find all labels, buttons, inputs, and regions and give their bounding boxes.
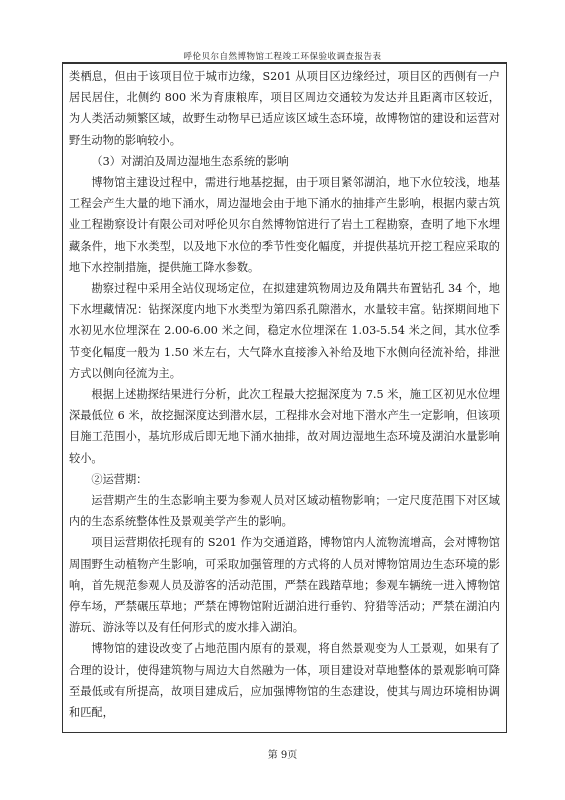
paragraph-traffic-management: 项目运营期依托现有的 S201 作为交通道路，博物馆内人流物流增高，会对博物馆周围野生动植物产生影响，可采取加强管理的方式将的人员对博物馆周边生态环境的影响，首先规范参观人员及游客的活动范围，严禁在践踏草地；参观车辆统一进入博物馆停车场，严禁碾压草地；严禁在博物馆附近湖泊进行垂钓、狩猎等活动；严禁在湖泊内游玩、游泳等以及有任何形式的废水排入湖泊。 [69,536,500,635]
body-text [69,66,500,723]
paragraph-landscape: 博物馆的建设改变了占地范围内原有的景观，将自然景观变为人工景观，如果有了合理的设计，使得建筑物与周边大自然融为一体，项目建设对草地整体的景观影响可降至最低或有所提高，故项目建成后，应加强博物馆的生态建设，使其与周边环境相协调和匹配， [69,642,500,720]
page-header: 呼伦贝尔自然博物馆工程竣工环保验收调查报告表 [183,52,382,62]
subheading-operation-period: ②运营期： [91,472,148,486]
paragraph-excavation: 博物馆主建设过程中，需进行地基挖掘，由于项目紧邻湖泊，地下水位较浅，地基工程会产生大量的地下涌水，周边湿地会由于地下涌水的抽排产生影响，根据内蒙古筑业工程勘察设计有限公司对呼伦贝尔自然博物馆进行了岩土工程勘察，查明了地下水埋藏条件，地下水类型，以及地下水位的季节性变化幅度，并提供基坑开挖工程应采取的地下水控制措施，提供施工降水参数。 [69,176,500,274]
page-number: 第 9页 [267,750,298,761]
paragraph-operation-impact: 运营期产生的生态影响主要为参观人员对区域动植物影响；一定尺度范围下对区域内的生态系统整体性及景观美学产生的影响。 [69,494,500,529]
paragraph-survey: 勘察过程中采用全站仪现场定位，在拟建建筑物周边及角隅共布置钻孔 34 个，地下水埋藏情况：钻探深度内地下水类型为第四系孔隙潜水，水量较丰富。钻探期间地下水初见水位埋深在 2.00-6.00 米之间，稳定水位埋深在 1.03-5.54 米之间，其水位季节变化幅度一般为 1.50 米左右，大气降水直接渗入补给及地下水侧向径流补给，排泄方式以侧向径流为主。 [69,282,500,380]
paragraph-wildlife-cont: 类栖息，但由于该项目位于城市边缘，S201 从项目区边缘经过，项目区的西侧有一户居民居住，北侧约 800 米为育康粮库，项目区周边交通较为发达并且距离市区较近，为人类活动频繁区域，故野生动物早已适应该区域生态环境，故博物馆的建设和运营对野生动物的影响较小。 [69,70,500,147]
paragraph-analysis: 根据上述勘探结果进行分析，此次工程最大挖掘深度为 7.5 米，施工区初见水位埋深最低位 6 米，故挖掘深度达到潜水层，工程排水会对地下潜水产生一定影响，但该项目施工范围小，基坑形成后即无地下涌水抽排，故对周边湿地生态环境及湖泊水量影响较小。 [69,388,500,465]
content-frame [62,63,507,733]
section-heading-lake-wetland: （3）对湖泊及周边湿地生态系统的影响 [91,154,289,168]
